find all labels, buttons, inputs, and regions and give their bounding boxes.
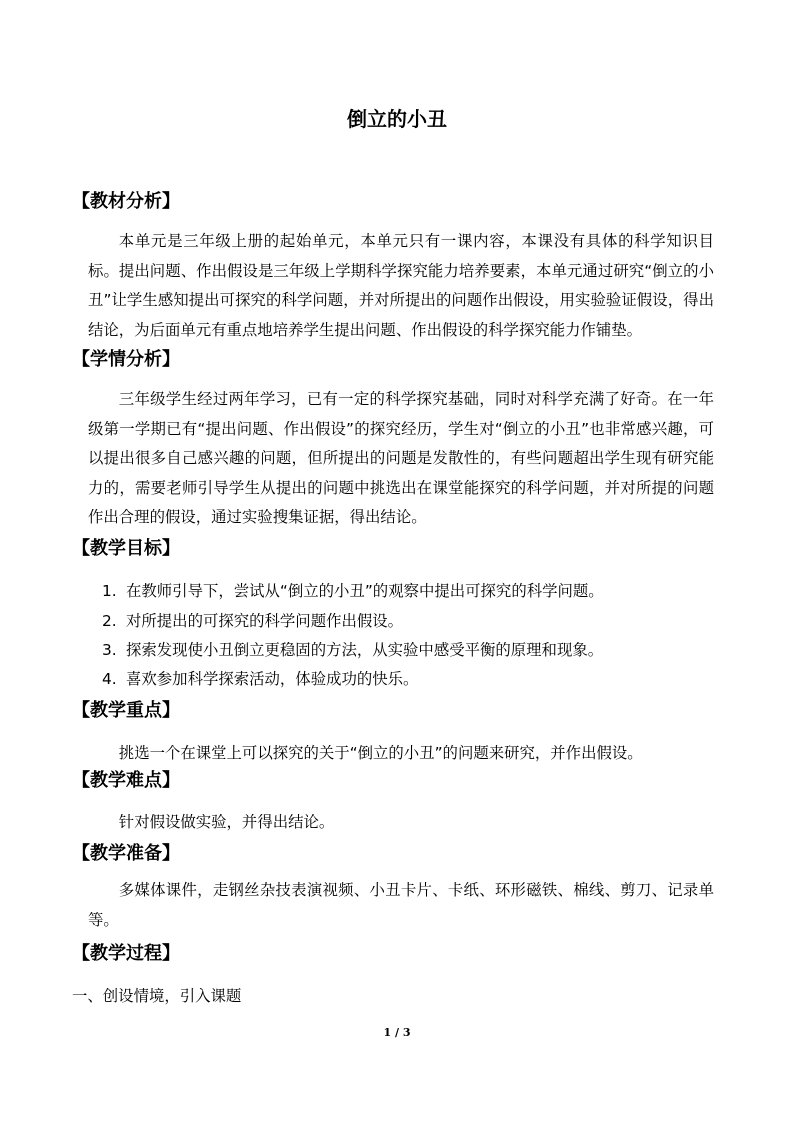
- paragraph-preparation: 多媒体课件，走钢丝杂技表演视频、小丑卡片、卡纸、环形磁铁、棉线、剪刀、记录单等。: [88, 881, 714, 929]
- document-title: 倒立的小丑: [347, 107, 447, 131]
- process-step-1: 一、创设情境，引入课题: [72, 987, 242, 1005]
- heading-process: 【教学过程】: [72, 943, 180, 964]
- paragraph-key-points: [88, 740, 643, 766]
- heading-preparation: 【教学准备】: [72, 843, 180, 864]
- objective-item: [102, 666, 418, 692]
- heading-textbook-analysis: 【教材分析】: [72, 191, 180, 212]
- paragraph-difficulties: [88, 809, 334, 835]
- objective-text: 在教师引导下，尝试从“倒立的小丑”的观察中提出可探究的科学问题。: [126, 582, 604, 600]
- heading-key-points: 【教学重点】: [72, 700, 180, 721]
- objective-item: [102, 578, 604, 604]
- objective-item: [102, 637, 603, 663]
- objective-text: 探索发现使小丑倒立更稳固的方法，从实验中感受平衡的原理和现象。: [126, 641, 604, 659]
- page-number: 1 / 3: [383, 1026, 411, 1039]
- paragraph-student-analysis: 三年级学生经过两年学习，已有一定的科学探究基础，同时对科学充满了好奇。在一年级第一学期已有“提出问题、作出假设”的探究经历，学生对“倒立的小丑”也非常感兴趣，可以提出很多自己感兴趣的问题，但所提出的问题是发散性的，有些问题超出学生现有研究能力的，需要老师引导学生从提出的问题中挑选出在课堂能探究的科学问题，并对所提的问题作出合理的假设，通过实验搜集证据，得出结论。: [88, 390, 714, 526]
- objective-number: 3.: [102, 641, 117, 659]
- difficulties-text: 针对假设做实验，并得出结论。: [118, 813, 335, 831]
- objective-item: [102, 608, 403, 634]
- heading-objectives: 【教学目标】: [72, 538, 180, 559]
- objective-number: 1.: [102, 582, 117, 600]
- paragraph-textbook-analysis: 本单元是三年级上册的起始单元，本单元只有一课内容，本课没有具体的科学知识目标。提出问题、作出假设是三年级上学期科学探究能力培养要素，本单元通过研究“倒立的小丑”让学生感知提出可探究的科学问题，并对所提出的问题作出假设，用实验验证假设，得出结论，为后面单元有重点地培养学生提出问题、作出假设的科学探究能力作铺垫。: [88, 232, 714, 339]
- objective-number: 4.: [102, 670, 117, 688]
- objective-text: 喜欢参加科学探索活动，体验成功的快乐。: [126, 670, 419, 688]
- key-points-text: 挑选一个在课堂上可以探究的关于“倒立的小丑”的问题来研究，并作出假设。: [118, 744, 643, 762]
- heading-difficulties: 【教学难点】: [72, 770, 180, 791]
- objective-text: 对所提出的可探究的科学问题作出假设。: [126, 612, 404, 630]
- heading-student-analysis: 【学情分析】: [72, 349, 180, 370]
- objective-number: 2.: [102, 612, 117, 630]
